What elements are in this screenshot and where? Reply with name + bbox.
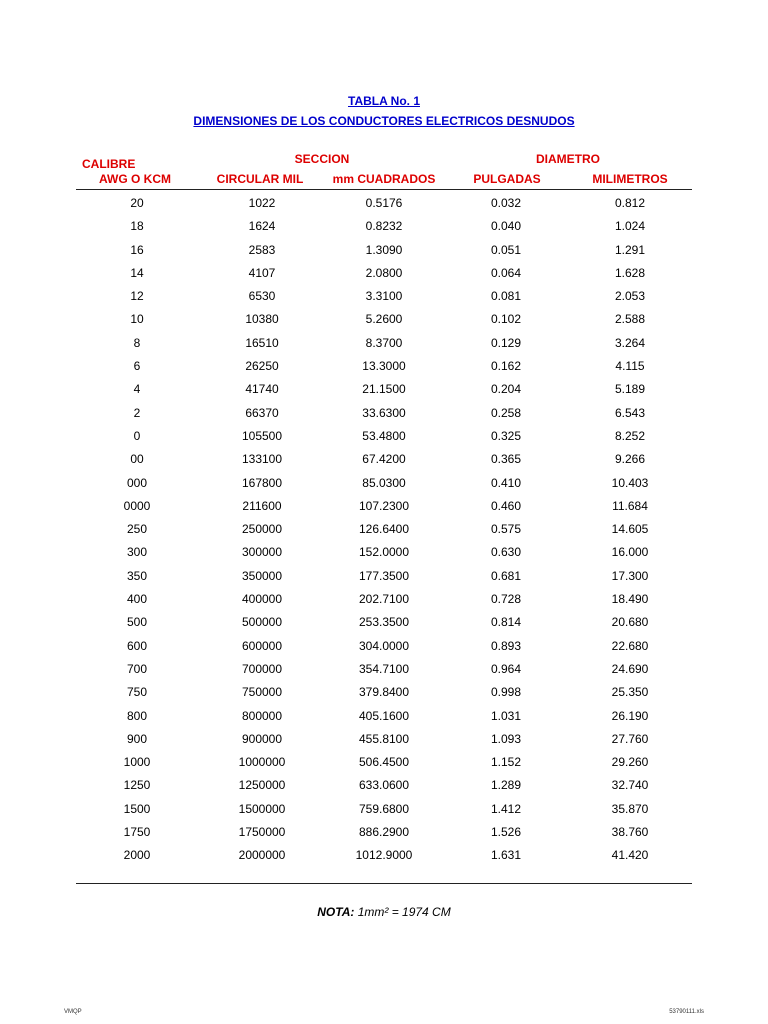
milimetros-cell: 35.870 [611,801,649,816]
calibre-cell: 700 [126,661,148,676]
calibre-cell: 500 [126,615,148,630]
calibre-cell: 1750 [123,825,151,840]
mm-cuadrados-cell: 53.4800 [362,428,406,443]
table-row [0,707,768,730]
table-row [0,520,768,543]
mm-cuadrados-cell: 354.7100 [358,661,410,676]
circular-mil-cell: 1500000 [238,801,286,816]
mm-cuadrados-cell: 304.0000 [358,638,410,653]
mm-cuadrados-cell: 177.3500 [358,568,410,583]
table-row [0,613,768,636]
footer-right: 53790111.xls [669,1009,704,1015]
pulgadas-cell: 1.093 [490,731,522,746]
milimetros-cell: 6.543 [614,405,646,420]
mm-cuadrados-cell: 0.5176 [365,196,403,210]
circular-mil-cell: 2583 [248,242,276,257]
calibre-cell: 0 [133,428,141,443]
pulgadas-cell: 0.032 [490,196,522,210]
calibre-cell: 000 [126,475,148,490]
circular-mil-cell: 250000 [241,522,283,537]
circular-mil-cell: 211600 [242,498,282,513]
calibre-cell: 900 [126,731,148,746]
milimetros-cell: 26.190 [611,708,649,723]
pulgadas-cell: 0.893 [490,638,522,653]
table-row [0,590,768,613]
mm-cuadrados-cell: 1.3090 [365,242,403,257]
table-row [0,776,768,799]
mm-cuadrados-cell: 2.0800 [365,265,403,280]
milimetros-cell: 32.740 [611,778,649,793]
mm-cuadrados-cell: 85.0300 [362,475,406,490]
circular-mil-cell: 6530 [248,289,276,304]
circular-mil-cell: 1022 [248,196,276,210]
calibre-cell: 400 [126,592,148,607]
table-bottom-rule [76,883,692,884]
circular-mil-cell: 900000 [241,731,283,746]
circular-mil-cell: 1000000 [238,755,286,770]
pulgadas-cell: 0.102 [490,312,522,327]
table-row [0,474,768,497]
mm-cuadrados-cell: 886.2900 [358,825,410,840]
milimetros-cell: 4.115 [615,359,645,374]
table-row [0,194,768,217]
pulgadas-cell: 0.325 [490,428,522,443]
pulgadas-cell: 0.204 [490,382,522,397]
mm-cuadrados-cell: 1012.9000 [355,848,413,863]
pulgadas-cell: 0.728 [490,592,522,607]
table-row [0,497,768,520]
pulgadas-cell: 1.526 [490,825,522,840]
header-milimetros: MILIMETROS [592,172,668,186]
mm-cuadrados-cell: 21.1500 [362,382,406,397]
pulgadas-cell: 0.162 [490,359,522,374]
circular-mil-cell: 400000 [241,592,283,607]
header-seccion: SECCION [294,152,350,166]
milimetros-cell: 29.260 [611,755,649,770]
pulgadas-cell: 0.460 [490,498,522,513]
circular-mil-cell: 1250000 [238,778,286,793]
calibre-cell: 2000 [123,848,151,863]
pulgadas-cell: 0.040 [490,219,522,234]
circular-mil-cell: 1750000 [238,825,286,840]
table-subtitle: DIMENSIONES DE LOS CONDUCTORES ELECTRICOS DESNUDOS [193,114,575,128]
pulgadas-cell: 1.289 [490,778,522,793]
milimetros-cell: 38.760 [611,825,649,840]
table-row [0,287,768,310]
pulgadas-cell: 1.152 [490,755,522,770]
pulgadas-cell: 0.051 [490,242,522,257]
note-text: 1mm² = 1974 CM [354,905,451,919]
pulgadas-cell: 0.964 [490,661,522,676]
mm-cuadrados-cell: 379.8400 [358,685,410,700]
calibre-cell: 350 [126,568,148,583]
table-row [0,404,768,427]
mm-cuadrados-cell: 202.7100 [358,592,410,607]
footer-left: VMQP [64,1009,82,1015]
mm-cuadrados-cell: 253.3500 [358,615,410,630]
milimetros-cell: 1.291 [614,242,646,257]
pulgadas-cell: 0.814 [490,615,522,630]
mm-cuadrados-cell: 5.2600 [365,312,403,327]
table-row [0,753,768,776]
circular-mil-cell: 350000 [241,568,283,583]
circular-mil-cell: 167800 [241,475,283,490]
mm-cuadrados-cell: 3.3100 [365,289,403,304]
mm-cuadrados-cell: 506.4500 [358,755,410,770]
pulgadas-cell: 0.410 [490,475,522,490]
milimetros-cell: 9.266 [614,452,646,467]
milimetros-cell: 16.000 [611,545,649,560]
header-rule [76,189,692,190]
mm-cuadrados-cell: 152.0000 [358,545,410,560]
calibre-cell: 8 [133,335,141,350]
pulgadas-cell: 0.998 [490,685,522,700]
milimetros-cell: 8.252 [614,428,646,443]
calibre-cell: 6 [133,359,141,374]
calibre-cell: 1250 [123,778,151,793]
pulgadas-cell: 1.031 [490,708,522,723]
header-circular-mil: CIRCULAR MIL [216,172,304,186]
table-title: TABLA No. 1 [348,94,420,108]
circular-mil-cell: 4107 [248,265,276,280]
milimetros-cell: 3.264 [614,335,646,350]
milimetros-cell: 2.588 [614,312,646,327]
calibre-cell: 00 [130,452,144,467]
calibre-cell: 750 [126,685,148,700]
calibre-cell: 1000 [123,755,151,770]
milimetros-cell: 24.690 [611,661,649,676]
mm-cuadrados-cell: 759.6800 [358,801,410,816]
calibre-cell: 0000 [123,498,151,513]
circular-mil-cell: 41740 [245,382,279,397]
calibre-cell: 10 [130,312,144,327]
calibre-cell: 4 [133,382,141,397]
mm-cuadrados-cell: 0.8232 [365,219,403,234]
pulgadas-cell: 0.630 [490,545,522,560]
header-pulgadas: PULGADAS [473,172,541,186]
pulgadas-cell: 1.631 [490,848,522,863]
pulgadas-cell: 0.681 [490,568,522,583]
header-mm-cuadrados: mm CUADRADOS [332,172,436,186]
table-row [0,334,768,357]
mm-cuadrados-cell: 405.1600 [358,708,410,723]
milimetros-cell: 0.812 [614,196,646,210]
milimetros-cell: 27.760 [611,731,649,746]
table-row [0,730,768,753]
table-row [0,357,768,380]
mm-cuadrados-cell: 107.2300 [358,498,410,513]
table-row [0,567,768,590]
table-row [0,846,768,869]
table-row [0,683,768,706]
table-row [0,241,768,264]
calibre-cell: 12 [130,289,144,304]
mm-cuadrados-cell: 633.0600 [358,778,410,793]
circular-mil-cell: 133100 [241,452,283,467]
pulgadas-cell: 0.081 [490,289,522,304]
circular-mil-cell: 700000 [241,661,283,676]
note [0,905,768,919]
table-row [0,310,768,333]
calibre-cell: 16 [130,242,144,257]
mm-cuadrados-cell: 33.6300 [362,405,406,420]
calibre-cell: 2 [133,405,141,420]
table-row [0,637,768,660]
table-row [0,800,768,823]
circular-mil-cell: 2000000 [238,848,286,863]
milimetros-cell: 22.680 [611,638,649,653]
table-row [0,823,768,846]
milimetros-cell: 2.053 [614,289,646,304]
table-row [0,217,768,240]
table-row [0,380,768,403]
table-row [0,264,768,287]
milimetros-cell: 20.680 [611,615,649,630]
circular-mil-cell: 1624 [248,219,276,234]
header-calibre: CALIBRE [82,157,136,171]
calibre-cell: 18 [130,219,144,234]
table-row [0,450,768,473]
milimetros-cell: 41.420 [611,848,649,863]
table-row [0,427,768,450]
pulgadas-cell: 0.064 [490,265,522,280]
table-row [0,543,768,566]
table-row [0,660,768,683]
header-diametro: DIAMETRO [536,152,600,166]
calibre-cell: 250 [126,522,148,537]
circular-mil-cell: 800000 [241,708,283,723]
calibre-cell: 14 [130,265,144,280]
milimetros-cell: 11.684 [612,498,648,513]
mm-cuadrados-cell: 13.3000 [362,359,406,374]
calibre-cell: 600 [126,638,148,653]
pulgadas-cell: 0.258 [490,405,522,420]
circular-mil-cell: 26250 [245,359,279,374]
milimetros-cell: 1.024 [614,219,646,234]
note-label: NOTA: [317,905,355,919]
calibre-cell: 20 [130,196,144,210]
milimetros-cell: 1.628 [614,265,646,280]
circular-mil-cell: 500000 [241,615,283,630]
circular-mil-cell: 600000 [241,638,283,653]
mm-cuadrados-cell: 67.4200 [362,452,406,467]
milimetros-cell: 17.300 [611,568,649,583]
pulgadas-cell: 1.412 [490,801,522,816]
mm-cuadrados-cell: 126.6400 [358,522,410,537]
header-awg: AWG O KCM [99,172,171,186]
pulgadas-cell: 0.575 [490,522,522,537]
circular-mil-cell: 16510 [245,335,279,350]
circular-mil-cell: 10380 [245,312,279,327]
conductor-table [0,194,768,870]
pulgadas-cell: 0.129 [490,335,522,350]
milimetros-cell: 10.403 [611,475,649,490]
circular-mil-cell: 66370 [245,405,279,420]
mm-cuadrados-cell: 8.3700 [365,335,403,350]
circular-mil-cell: 105500 [241,428,283,443]
circular-mil-cell: 300000 [241,545,283,560]
calibre-cell: 300 [126,545,148,560]
milimetros-cell: 25.350 [611,685,649,700]
milimetros-cell: 14.605 [611,522,649,537]
milimetros-cell: 5.189 [614,382,646,397]
pulgadas-cell: 0.365 [490,452,522,467]
calibre-cell: 800 [126,708,148,723]
circular-mil-cell: 750000 [241,685,283,700]
mm-cuadrados-cell: 455.8100 [358,731,410,746]
calibre-cell: 1500 [123,801,151,816]
milimetros-cell: 18.490 [611,592,649,607]
